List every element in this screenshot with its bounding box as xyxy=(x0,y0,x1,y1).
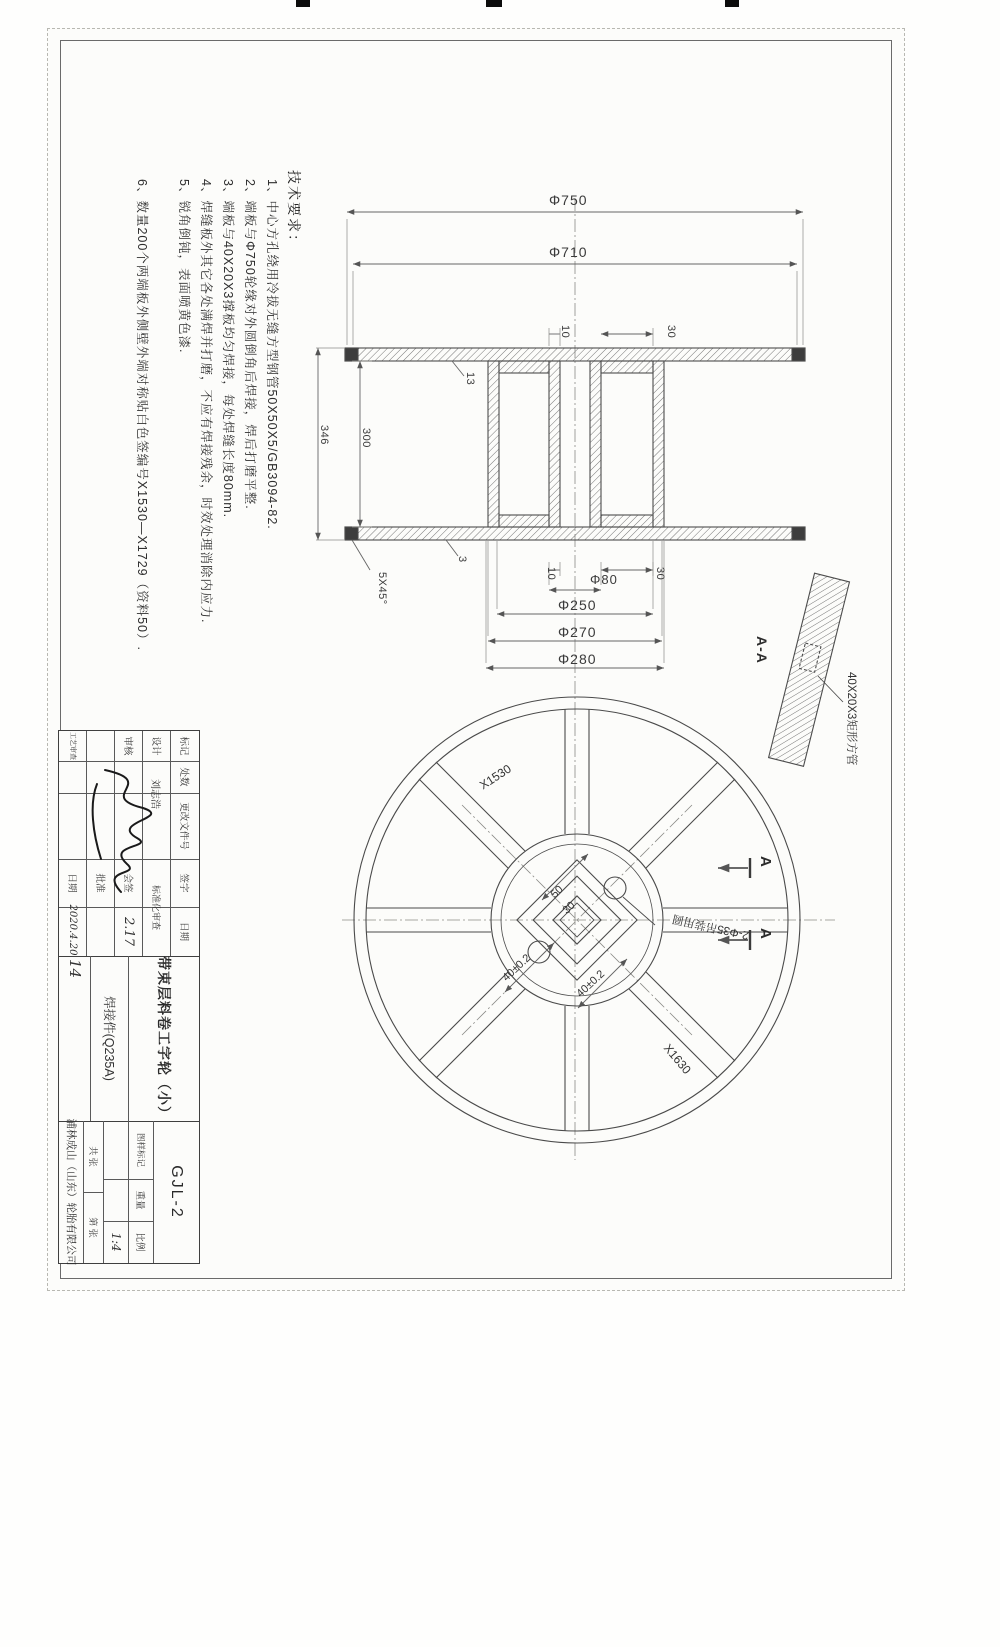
scale-label: 比例 xyxy=(134,1232,146,1252)
holes-note: 2-Φ35吊装用圆 xyxy=(671,911,751,942)
role-date: 日期 xyxy=(66,873,77,893)
dim-30-top: 30 xyxy=(665,325,677,339)
dim-phi270: Φ270 xyxy=(558,624,597,640)
dim-phi710: Φ710 xyxy=(549,244,588,260)
sheet-total: 共 张 xyxy=(88,1146,99,1167)
spoke-label-x1630: X1630 xyxy=(660,1041,694,1077)
handwritten-date-2: 2.17 xyxy=(121,917,137,946)
designer-name: 刘志浩 xyxy=(149,779,161,809)
dim-phi280: Φ280 xyxy=(558,651,597,667)
dim-40-tol-2: 40±0.2 xyxy=(574,968,608,1000)
dim-40-tol-1: 40±0.2 xyxy=(500,952,534,984)
tech-requirement-item: 3、端板与40X20X3撑板均匀焊接，每处焊缝长度80mm. xyxy=(221,179,235,519)
spoke-label-x1530: X1530 xyxy=(476,761,514,793)
dim-13: 13 xyxy=(464,372,476,386)
tech-requirement-item: 4、焊缝板外其它各处满焊并打磨，不应有焊接残余，时效处理消除内应力. xyxy=(199,179,213,624)
role-joint: 会签 xyxy=(122,873,133,893)
rev-header-docno: 更改文件号 xyxy=(178,802,189,850)
tech-requirement-item: 2、端板与Φ750轮缘对外圆倒角后焊接，焊后打磨平整. xyxy=(243,179,257,510)
dim-300: 300 xyxy=(360,428,372,448)
dim-3: 3 xyxy=(456,556,468,563)
dim-346: 346 xyxy=(318,425,330,445)
detail-aa-title: A-A xyxy=(754,636,770,664)
sheet-number: 第 张 xyxy=(88,1217,99,1238)
dim-phi250: Φ250 xyxy=(558,597,597,613)
dim-30-bottom: 30 xyxy=(654,567,666,581)
detail-aa-note: 40X20X3矩形方管 xyxy=(845,672,857,766)
part-name: 带束层料卷工字轮（小） xyxy=(156,956,172,1121)
dim-phi750: Φ750 xyxy=(549,192,588,208)
section-letter-a1: A xyxy=(757,856,774,867)
drawing-number: GJL-2 xyxy=(168,1165,186,1219)
handwritten-date-1: 2020.4.20 xyxy=(67,904,79,956)
rev-header-sign: 签字 xyxy=(178,873,189,893)
role-approve: 批准 xyxy=(94,873,105,893)
handwritten-signature xyxy=(82,764,167,899)
rev-header-mark: 标记 xyxy=(178,736,189,756)
company-name: 浦林成山（山东）轮胎有限公司 xyxy=(65,1118,77,1266)
material: 焊接件(Q235A) xyxy=(102,996,116,1081)
dim-10-top: 10 xyxy=(559,325,571,339)
tech-requirements-title: 技术要求： xyxy=(286,170,302,250)
dim-phi80: Φ80 xyxy=(590,572,618,587)
role-design: 设计 xyxy=(150,736,161,756)
weight-label: 重量 xyxy=(134,1190,146,1210)
handwritten-count: 14 xyxy=(66,959,84,979)
tech-requirement-item: 6、数量200个两端板外侧壁外端对称贴白色签编号X1530—X1729（资料50）. xyxy=(135,179,149,651)
role-check: 审核 xyxy=(122,736,133,756)
dim-50: 50 xyxy=(548,883,566,901)
role-process: 工艺审查 xyxy=(69,732,76,760)
detail-aa-linework xyxy=(769,573,850,766)
tech-requirement-item: 5、锐角倒钝，表面喷黄色漆. xyxy=(177,179,191,354)
title-block xyxy=(58,730,200,1264)
rev-header-date: 日期 xyxy=(178,921,189,941)
dim-30-hub: 30 xyxy=(560,899,578,917)
tech-requirement-item: 1、中心方孔绕用冷拔无缝方型钢管50X50X5/GB3094-82. xyxy=(265,179,279,530)
role-standard: 标准化审查 xyxy=(151,884,162,930)
stamp-label: 图样标记 xyxy=(136,1132,147,1167)
scale-value: 1:4 xyxy=(109,1232,124,1252)
section-letter-a2: A xyxy=(757,928,774,939)
dim-10-bottom: 10 xyxy=(545,567,557,581)
dim-chamfer: 5X45° xyxy=(376,572,388,605)
rev-header-count: 处数 xyxy=(178,767,189,787)
